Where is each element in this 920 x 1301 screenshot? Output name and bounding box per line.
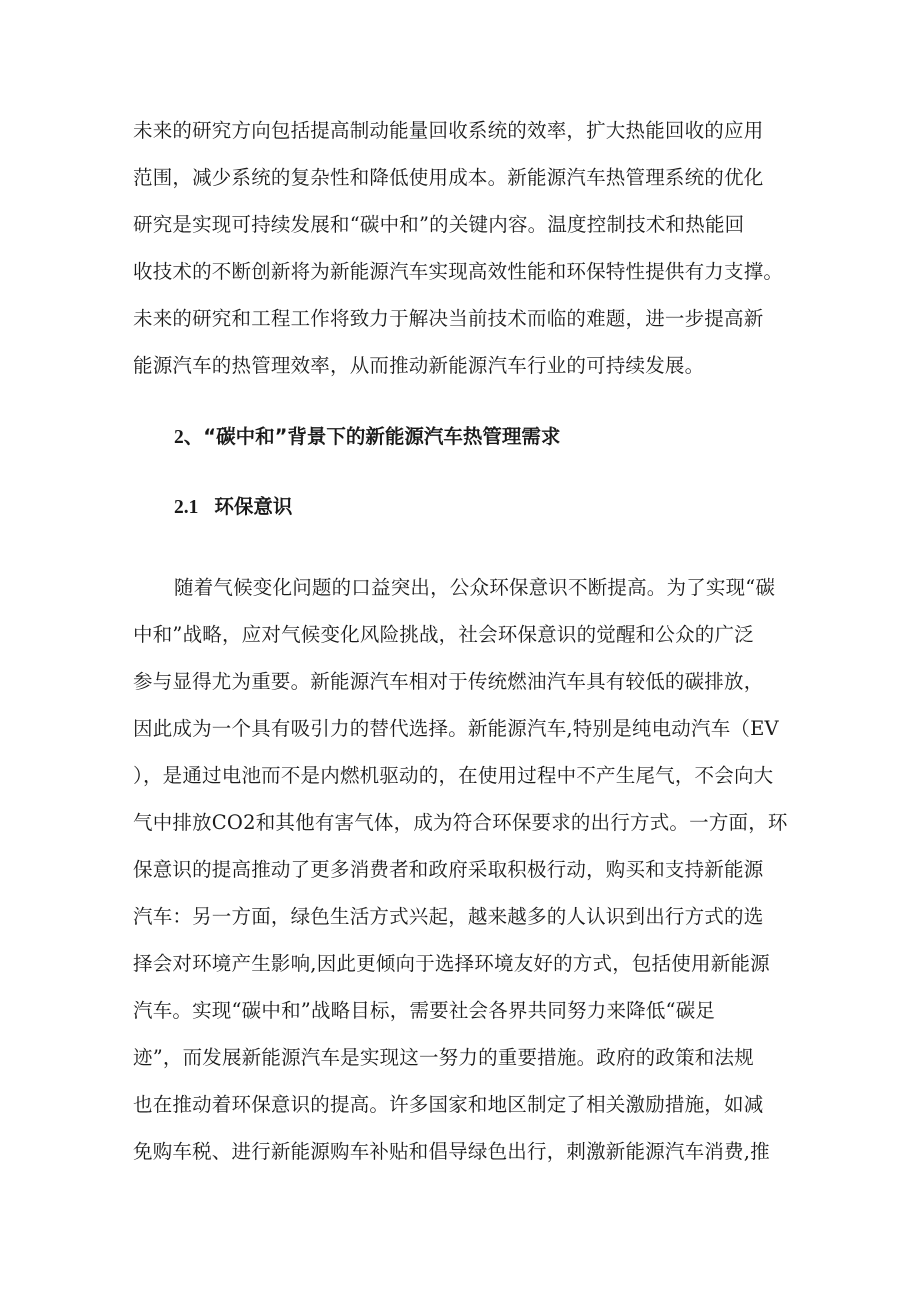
- paragraph-line: 也在推动着环保意识的提高。许多国家和地区制定了相关激励措施，如减: [133, 1093, 764, 1116]
- paragraph-line: 气中排放CO2和其他有害气体，成为符合环保要求的出行方式。一方面，环: [133, 811, 788, 834]
- paragraph-line: 保意识的提高推动了更多消费者和政府采取积极行动，购买和支持新能源: [133, 858, 764, 881]
- section-number: 2、: [174, 427, 204, 448]
- paragraph-line: 免购车税、进行新能源购车补贴和倡导绿色出行，刺激新能源汽车消费,推: [133, 1140, 770, 1163]
- paragraph-line: 迹”，而发展新能源汽车是实现这一努力的重要措施。政府的政策和法规: [133, 1046, 754, 1069]
- subsection-number: 2.1: [174, 497, 199, 518]
- paragraph-line: 范围，减少系统的复杂性和降低使用成本。新能源汽车热管理系统的优化: [133, 166, 764, 189]
- paragraph-line: 未来的研究和工程工作将致力于解决当前技术而临的难题，进一步提高新: [133, 307, 764, 330]
- paragraph-line: 能源汽车的热管理效率，从而推动新能源汽车行业的可持续发展。: [133, 354, 705, 377]
- subsection-heading: [174, 494, 292, 521]
- paragraph-line: 因此成为一个具有吸引力的替代选择。新能源汽车,特别是纯电动汽车（EV: [133, 717, 779, 740]
- paragraph-line: 汽车：另一方面，绿色生活方式兴起，越来越多的人认识到出行方式的选: [133, 905, 764, 928]
- section-heading: [174, 424, 560, 451]
- subsection-title: 环保意识: [214, 495, 293, 518]
- paragraph-line: 随着气候变化问题的口益突出，公众环保意识不断提高。为了实现“碳: [174, 576, 776, 599]
- paragraph-line: 收技术的不断创新将为新能源汽车实现高效性能和环保特性提供有力支撑。: [133, 260, 784, 283]
- paragraph-line: 研究是实现可持续发展和“碳中和”的关键内容。温度控制技术和热能回: [133, 213, 745, 236]
- paragraph-line: 参与显得尤为重要。新能源汽车相对于传统燃油汽车具有较低的碳排放，: [133, 670, 764, 693]
- paragraph-line: 择会对环境产生影响,因此更倾向于选择环境友好的方式，包括使用新能源: [133, 952, 770, 975]
- paragraph-line: 未来的研究方向包括提高制动能量回收系统的效率，扩大热能回收的应用: [133, 119, 764, 142]
- paragraph-line: ），是通过电池而不是内燃机驱动的，在使用过程中不产生尾气，不会向大: [133, 764, 774, 787]
- paragraph-line: 中和”战略，应对气候变化风险挑战，社会环保意识的觉醒和公众的广泛: [133, 623, 754, 646]
- paragraph-line: 汽车。实现“碳中和”战略目标，需要社会各界共同努力来降低“碳足: [133, 999, 716, 1022]
- section-title: “碳中和”背景下的新能源汽车热管理需求: [203, 425, 561, 448]
